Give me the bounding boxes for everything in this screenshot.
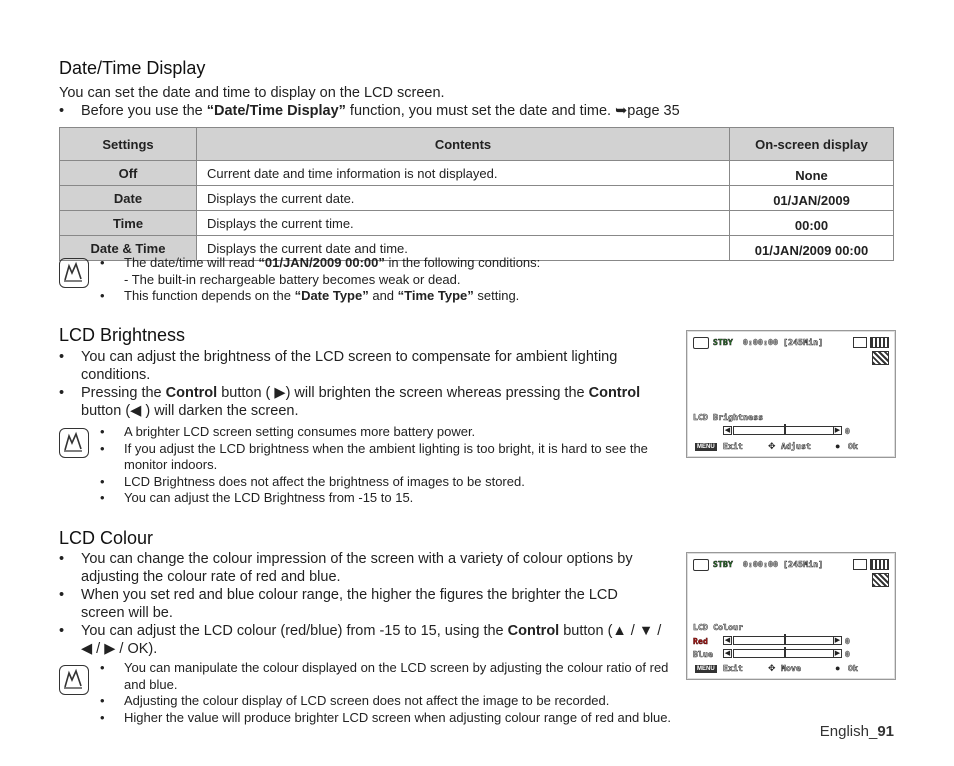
time-remaining: 0:00:00 [245Min] <box>743 338 824 347</box>
bullet-item: • You can adjust the brightness of the LCD screen to compensate for ambient lighting conditions. <box>59 348 664 384</box>
header-contents: Contents <box>197 128 730 161</box>
note-item: • LCD Brightness does not affect the brightness of images to be stored. <box>100 474 675 491</box>
card-icon <box>853 559 867 570</box>
header-onscreen: On-screen display <box>730 128 894 161</box>
battery-icon <box>870 559 889 570</box>
time-remaining: 0:00:00 [245Min] <box>743 560 824 569</box>
exit-label: Exit <box>723 442 744 451</box>
ok-label: Ok <box>848 442 859 451</box>
contents-cell: Displays the current date. <box>197 186 730 211</box>
display-cell: None <box>730 161 894 186</box>
blue-slider-knob[interactable] <box>784 647 786 658</box>
table-header-row <box>60 128 894 161</box>
contents-cell: Displays the current time. <box>197 211 730 236</box>
camera-mode-icon <box>693 337 709 349</box>
red-value: 0 <box>845 637 851 646</box>
control-pad-icon: ✥ <box>768 663 776 673</box>
lcd-colour-label: LCD Colour <box>693 623 744 632</box>
ok-button-icon: ● <box>835 663 841 673</box>
card-icon <box>853 337 867 348</box>
adjust-label: Adjust <box>781 442 812 451</box>
page-number: 91 <box>877 723 894 740</box>
brightness-bullets <box>59 348 664 420</box>
header-settings: Settings <box>60 128 197 161</box>
note-item: • If you adjust the LCD brightness when the ambient lighting is too bright, it is hard to see the monitor indoors. <box>100 441 675 474</box>
brightness-slider-knob[interactable] <box>784 424 786 435</box>
right-arrow-icon[interactable]: ▶ <box>834 650 841 657</box>
right-arrow-icon[interactable]: ▶ <box>834 637 841 644</box>
camera-mode-icon <box>693 559 709 571</box>
right-arrow-icon[interactable]: ▶ <box>834 427 841 434</box>
note-item: • Adjusting the colour display of LCD screen does not affect the image to be recorded. <box>100 693 720 710</box>
stby-label: STBY <box>713 338 734 347</box>
quality-icon <box>872 573 889 587</box>
left-arrow-icon[interactable]: ◀ <box>724 650 731 657</box>
note-icon <box>59 428 89 458</box>
control-pad-icon: ✥ <box>768 441 776 451</box>
ok-button-icon: ● <box>835 441 841 451</box>
note-icon <box>59 258 89 288</box>
battery-icon <box>870 337 889 348</box>
display-cell: 01/JAN/2009 00:00 <box>730 236 894 261</box>
ok-label: Ok <box>848 664 859 673</box>
lcd-colour-screen <box>686 552 896 680</box>
display-cell: 00:00 <box>730 211 894 236</box>
note-item: • A brighter LCD screen setting consumes more battery power. <box>100 424 675 441</box>
quality-icon <box>872 351 889 365</box>
note-icon <box>59 665 89 695</box>
menu-badge: MENU <box>697 444 715 450</box>
red-label[interactable]: Red <box>693 637 709 646</box>
lcd-brightness-label: LCD Brightness <box>693 413 764 422</box>
menu-badge: MENU <box>697 666 715 672</box>
setting-cell: Time <box>60 211 197 236</box>
lcd-brightness-screen <box>686 330 896 458</box>
note-item: • The date/time will read “01/JAN/2009 00:00” in the following conditions: <box>100 255 660 272</box>
bullet-item: • Pressing the Control button ( ▶) will brighten the screen whereas pressing the Control button (◀ ) will darken the screen. <box>59 384 664 420</box>
datetime-notes <box>100 255 660 305</box>
exit-label: Exit <box>723 664 744 673</box>
table-row <box>60 211 894 236</box>
section-title-colour: LCD Colour <box>59 528 154 548</box>
setting-cell: Date & Time <box>60 236 197 261</box>
brightness-value: 0 <box>845 427 851 436</box>
contents-cell: Displays the current date and time. <box>197 236 730 261</box>
note-item: • You can adjust the LCD Brightness from -15 to 15. <box>100 490 675 507</box>
blue-value: 0 <box>845 650 851 659</box>
table-row <box>60 186 894 211</box>
left-arrow-icon[interactable]: ◀ <box>724 427 731 434</box>
display-cell: 01/JAN/2009 <box>730 186 894 211</box>
brightness-notes <box>100 424 675 507</box>
contents-cell: Current date and time information is not displayed. <box>197 161 730 186</box>
colour-notes <box>100 660 720 726</box>
setting-cell: Date <box>60 186 197 211</box>
note-item: • You can manipulate the colour displayed on the LCD screen by adjusting the colour ratio of red and blue. <box>100 660 679 693</box>
red-slider-knob[interactable] <box>784 634 786 645</box>
stby-label: STBY <box>713 560 734 569</box>
left-arrow-icon[interactable]: ◀ <box>724 637 731 644</box>
bullet-item: • You can adjust the LCD colour (red/blue) from -15 to 15, using the Control button (▲ / ▼ / ◀ / ▶ / OK). <box>59 622 664 658</box>
note-subitem: - The built-in rechargeable battery becomes weak or dead. <box>124 271 461 287</box>
datetime-intro: You can set the date and time to display on the LCD screen. <box>59 85 445 101</box>
table-row <box>60 161 894 186</box>
datetime-bullet: • Before you use the “Date/Time Display” function, you must set the date and time. ➥page 35 <box>59 102 881 120</box>
setting-cell: Off <box>60 161 197 186</box>
colour-bullets <box>59 550 664 658</box>
bullet-item: • When you set red and blue colour range, the higher the figures the brighter the LCD screen will be. <box>59 586 664 622</box>
note-item: • Higher the value will produce brighter LCD screen when adjusting colour range of red and blue. <box>100 710 720 727</box>
bullet-item: • You can change the colour impression of the screen with a variety of colour options by adjusting the colour rate of red and blue. <box>59 550 664 586</box>
note-item: • This function depends on the “Date Type” and “Time Type” setting. <box>100 288 660 305</box>
blue-label[interactable]: Blue <box>693 650 714 659</box>
move-label: Move <box>781 664 802 673</box>
section-title-brightness: LCD Brightness <box>59 325 186 345</box>
section-title-datetime: Date/Time Display <box>59 58 206 78</box>
datetime-table <box>59 127 894 261</box>
page-footer: English_91 <box>819 723 894 740</box>
